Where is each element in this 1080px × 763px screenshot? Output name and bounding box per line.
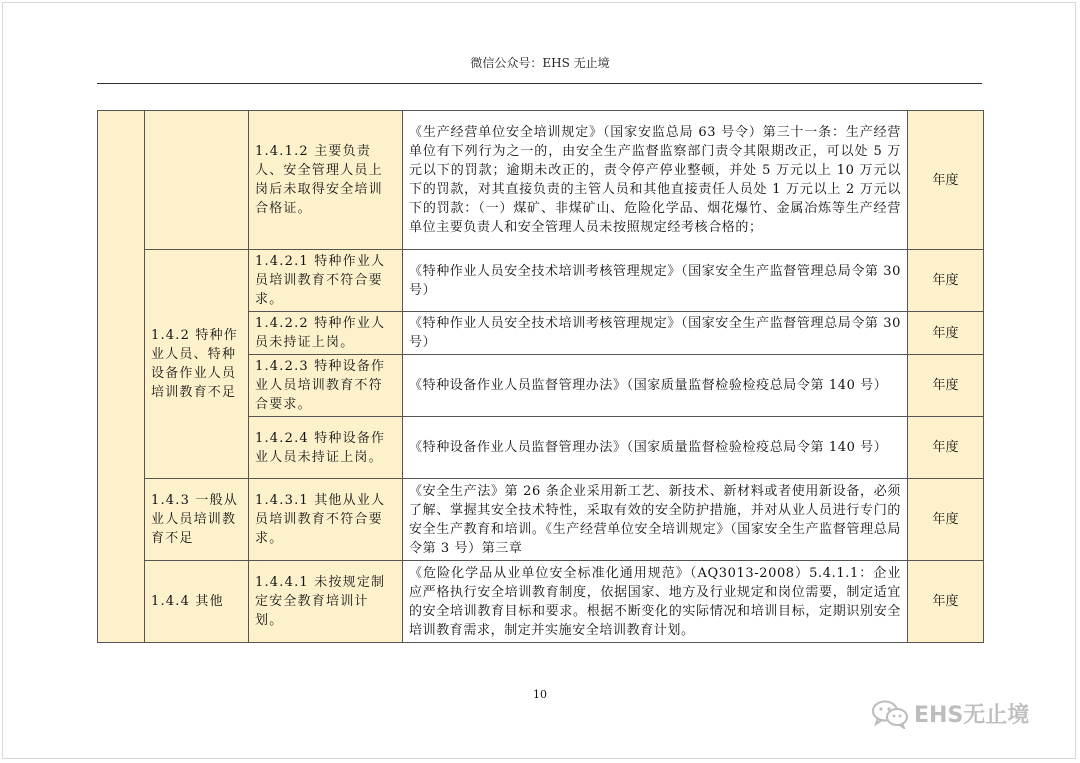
- frequency-cell: 年度: [908, 417, 984, 479]
- item-cell: 1.4.2.1 特种作业人员培训教育不符合要求。: [249, 250, 403, 312]
- table-row: [98, 561, 984, 643]
- regulation-table: [97, 110, 984, 643]
- category-cell: 1.4.2 特种作业人员、特种设备作业人员培训教育不足: [145, 250, 249, 479]
- item-cell: 1.4.2.4 特种设备作业人员未持证上岗。: [249, 417, 403, 479]
- law-cell: 《特种设备作业人员监督管理办法》（国家质量监督检验检疫总局令第 140 号）: [403, 355, 908, 417]
- frequency-cell: 年度: [908, 250, 984, 312]
- item-cell: 1.4.2.3 特种设备作业人员培训教育不符合要求。: [249, 355, 403, 417]
- watermark: [870, 698, 1029, 729]
- frequency-cell: 年度: [908, 561, 984, 643]
- frequency-cell: 年度: [908, 312, 984, 355]
- category-cell: [145, 111, 249, 250]
- header-divider: [97, 83, 982, 84]
- law-cell: 《特种作业人员安全技术培训考核管理规定》（国家安全生产监督管理总局令第 30 号）: [403, 250, 908, 312]
- table-row: [98, 111, 984, 250]
- law-cell: 《生产经营单位安全培训规定》（国家安监总局 63 号令）第三十一条：生产经营单位有下列行为之一的，由安全生产监督监察部门责令其限期改正，可以处 5 万元以下的罚款；逾期未改正的，责令停产停业整顿，并处 5 万元以上 10 万元以下的罚款，对其直接负责的主管人员和其他直接责任人员处 1 万元以上 2 万元以下的罚款：（一）煤矿、非煤矿山、危险化学品、烟花爆竹、金属冶炼等生产经营单位主要负责人和安全管理人员未按照规定经考核合格的；: [403, 111, 908, 250]
- item-cell: 1.4.3.1 其他从业人员培训教育不符合要求。: [249, 479, 403, 561]
- table-row: [98, 479, 984, 561]
- frequency-cell: 年度: [908, 479, 984, 561]
- table-row: [98, 250, 984, 312]
- item-cell: 1.4.2.2 特种作业人员未持证上岗。: [249, 312, 403, 355]
- frequency-cell: 年度: [908, 355, 984, 417]
- item-cell: 1.4.1.2 主要负责人、安全管理人员上岗后未取得安全培训合格证。: [249, 111, 403, 250]
- item-cell: 1.4.4.1 未按规定制定安全教育培训计划。: [249, 561, 403, 643]
- page-header: 微信公众号：EHS 无止境: [470, 56, 610, 70]
- watermark-text: EHS无止境: [914, 703, 1030, 728]
- law-cell: 《危险化学品从业单位安全标准化通用规范》（AQ3013-2008）5.4.1.1：企业应严格执行安全培训教育制度，依据国家、地方及行业规定和岗位需要，制定适宜的安全培训教育目标和要求。根据不断变化的实际情况和培训目标，定期识别安全培训教育需求，制定并实施安全培训教育计划。: [403, 561, 908, 643]
- law-cell: 《特种设备作业人员监督管理办法》（国家质量监督检验检疫总局令第 140 号）: [403, 417, 908, 479]
- page-number: 10: [533, 688, 547, 701]
- frequency-cell: 年度: [908, 111, 984, 250]
- category-cell: 1.4.4 其他: [145, 561, 249, 643]
- category-cell: 1.4.3 一般从业人员培训教育不足: [145, 479, 249, 561]
- law-cell: 《特种作业人员安全技术培训考核管理规定》（国家安全生产监督管理总局令第 30 号）: [403, 312, 908, 355]
- law-cell: 《安全生产法》第 26 条企业采用新工艺、新技术、新材料或者使用新设备，必须了解、掌握其安全技术特性，采取有效的安全防护措施，并对从业人员进行专门的安全生产教育和培训。《生产经营单位安全培训规定》（国家安全生产监督管理总局令第 3 号）第三章: [403, 479, 908, 561]
- blank-cell: [98, 111, 145, 643]
- wechat-icon: [870, 699, 910, 729]
